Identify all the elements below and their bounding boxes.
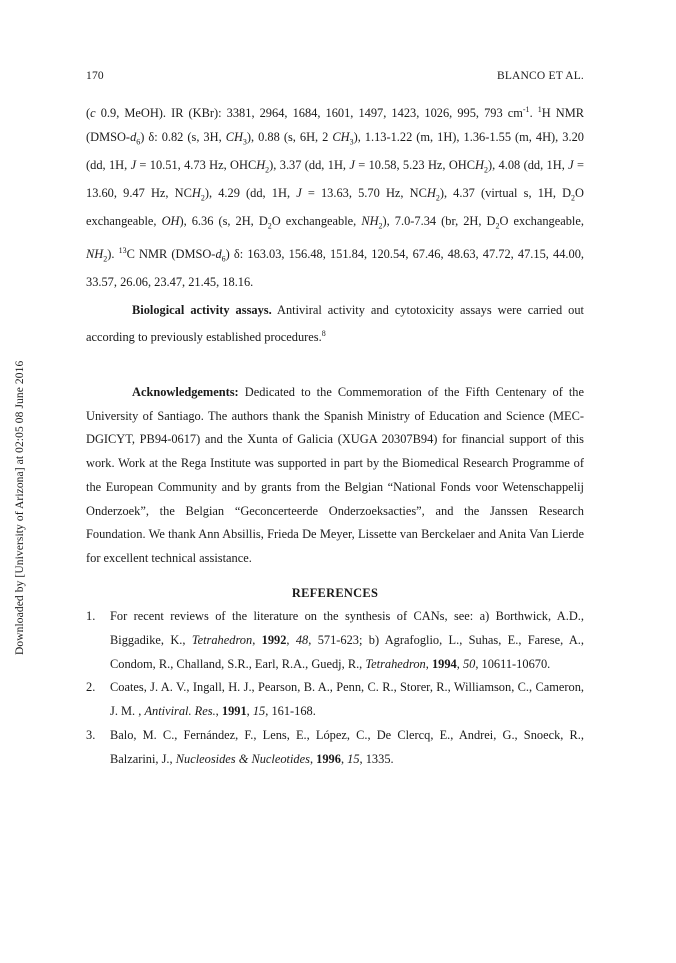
biological-activity-paragraph — [86, 299, 584, 351]
acknowledgements-text: Dedicated to the Commemoration of the Fifth Centenary of the University of Santiago. The authors thank the Spanish Ministry of Education and Science (MEC-DGICYT, PB94-0617) and the Xunta of Galicia (XUGA 20307B94) for financial support of this work. Work at the Rega Institute was supported in part by the Biomedical Research Programme of the European Community and by grants from the Belgian “National Fonds voor Wetenschappelij Onderzoek”, the Belgian “Geconcerteerde Onderzoeksacties”, and the Janssen Research Foundation. We thank Ann Absillis, Frieda De Meyer, Lissette van Berckelaer and Anita Van Lierde for excellent technical assistance. — [86, 385, 584, 565]
references-heading: REFERENCES — [291, 585, 379, 600]
spectra-paragraph: (c 0.9, MeOH). IR (KBr): 3381, 2964, 1684, 1601, 1497, 1423, 1026, 995, 793 $cm^{-1}$. $^1$H NMR $(DMSO-d_6)$ δ: 0.82 (s, 3H, $CH_3$), 0.88 (s, 6H, 2 $CH_3$), 1.13-1.22 (m, 1H), 1.36-1.55 (m, 4H), 3.20 (dd, 1H, J = 10.51, 4.73 Hz, $OHCH_2$), 3.37 (dd, 1H, J = 10.58, 5.23 Hz, $OHCH_2$), 4.08 (dd, 1H, J = 13.60, 9.47 Hz, $NCH_2$), 4.29 (dd, 1H, J = 13.63, 5.70 Hz, $NCH_2$), 4.37 (virtual s, 1H, $D_2O$ exchangeable, OH), 6.36 (s, 2H, $D_2O$ exchangeable, $NH_2$), 7.0-7.34 (br, 2H, $D_2O$ exchangeable, $NH_2$). $^{13}$C NMR $(DMSO-d_6)$ δ: 163.03, 156.48, 151.84, 120.54, 67.46, 48.63, 47.72, 47.15, 44.00, 33.57, 26.06, 23.47, 21.45, 18.16. — [86, 105, 585, 289]
journal-name: Antiviral. Res. — [144, 704, 216, 719]
biological-activity-text: Antiviral activity and cytotoxicity assays were carried out according to previously established procedures. — [86, 302, 584, 345]
page-header — [86, 70, 584, 88]
reference-3: 3. Balo, M. C., Fernández, F., Lens, E., López, C., De Clercq, E., Andrei, G., Snoeck, R., Balzarini, J., Nucleosides & Nucleotides, 1996, 15, 1335. — [86, 724, 584, 771]
reference-number: 2. — [86, 680, 96, 695]
download-watermark: Downloaded by [University of Arizona] at 02:05 08 June 2016 — [14, 360, 26, 655]
acknowledgements-heading: Acknowledgements: — [132, 385, 239, 400]
biological-activity-heading: Biological activity assays. — [132, 302, 272, 317]
running-head: BLANCO ET AL. — [496, 70, 584, 82]
reference-2: 2. Coates, J. A. V., Ingall, H. J., Pearson, B. A., Penn, C. R., Storer, R., Williamson, C., Cameron, J. M. , Antiviral. Res., 1991, 15, 161-168. — [86, 676, 584, 723]
reference-superscript: 8 — [321, 329, 326, 339]
journal-name: Tetrahedron — [365, 656, 426, 671]
acknowledgements-paragraph — [86, 381, 584, 571]
reference-number: 1. — [86, 609, 96, 624]
reference-number: 3. — [86, 727, 96, 742]
journal-name: Nucleosides & Nucleotides — [175, 751, 310, 766]
reference-1: 1. For recent reviews of the literature on the synthesis of CANs, see: a) Borthwick, A.D., Biggadike, K., Tetrahedron, 1992, 48, 571-623; b) Agrafoglio, L., Suhas, E., Farese, A., Condom, R., Challand, S.R., Earl, R.A., Guedj, R., Tetrahedron, 1994, 50, 10611-10670. — [86, 605, 584, 676]
journal-name: Tetrahedron — [191, 633, 253, 648]
page-number: 170 — [86, 70, 104, 82]
page-content — [86, 98, 584, 771]
